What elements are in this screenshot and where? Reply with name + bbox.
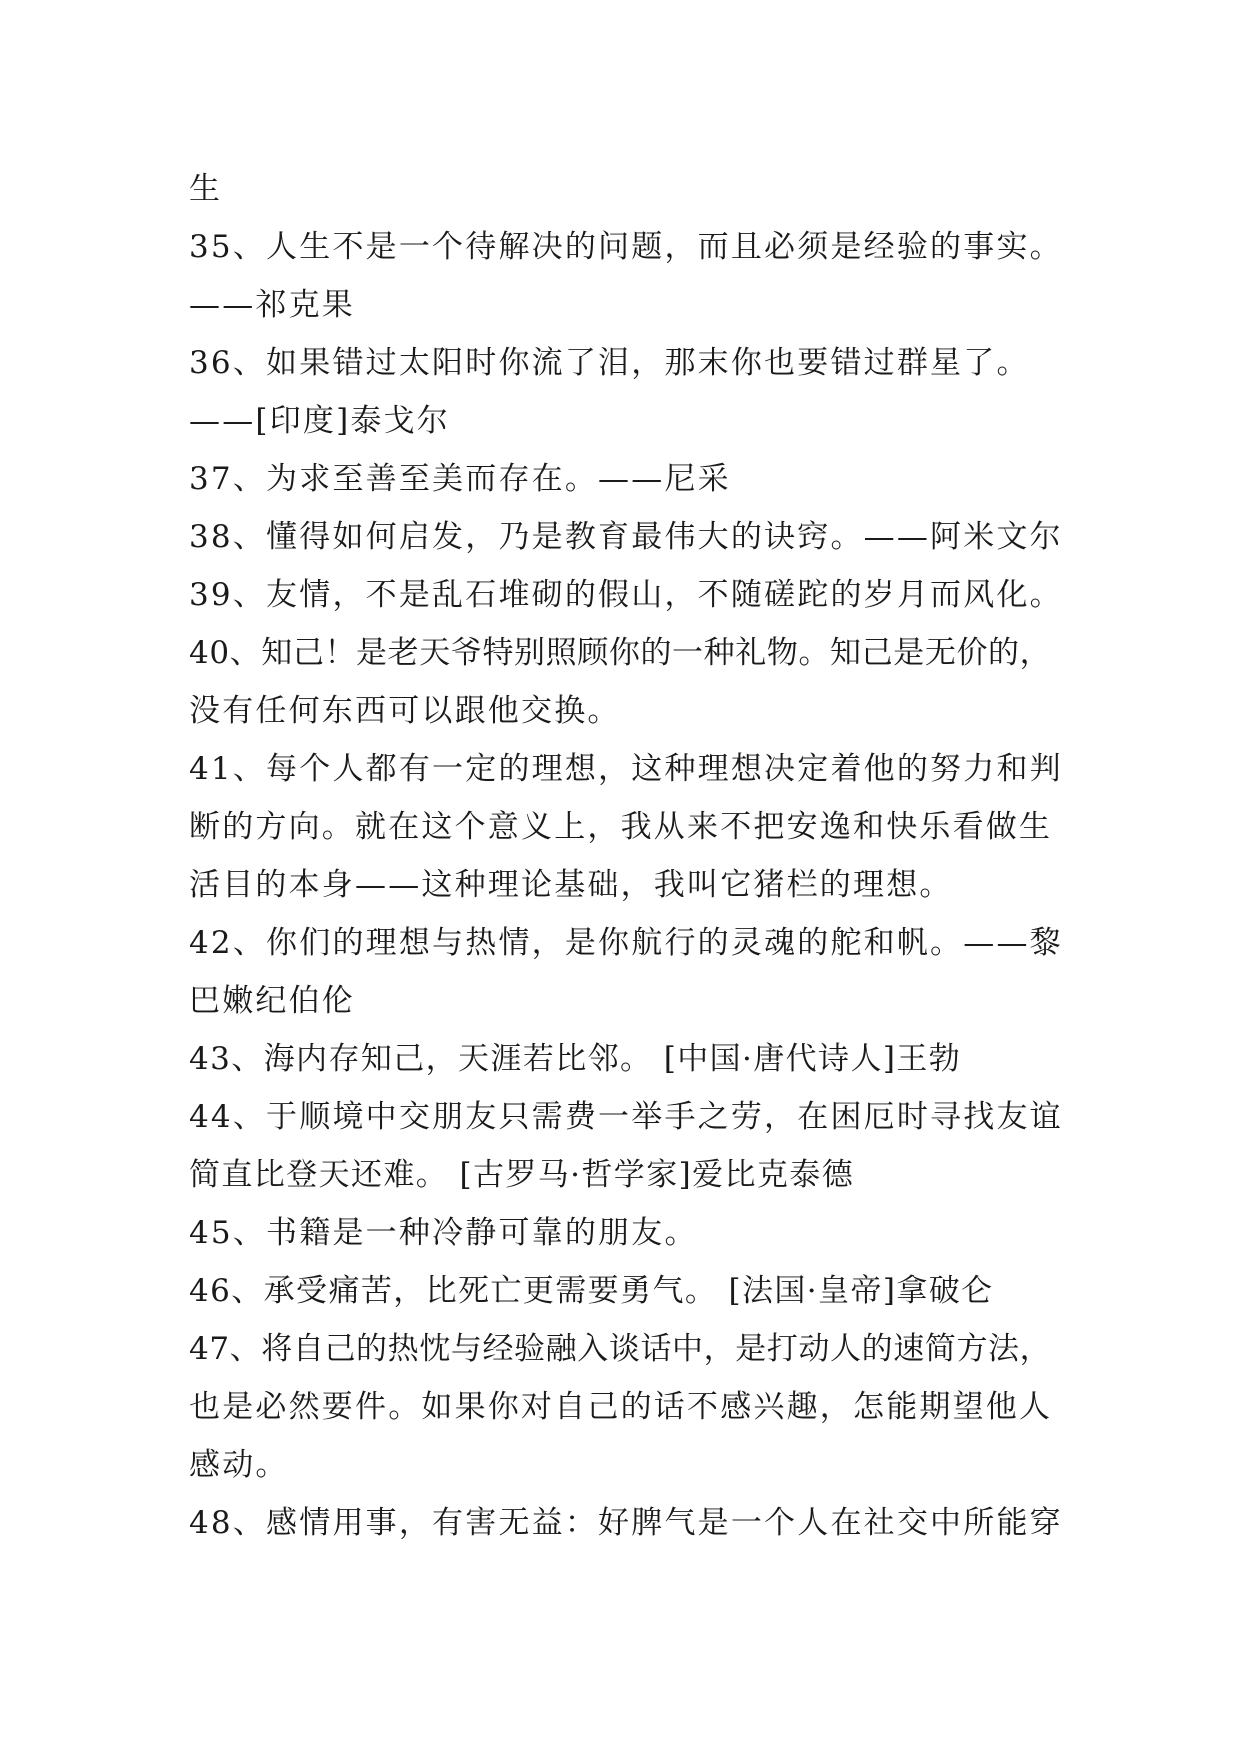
- text-line: 39、友情，不是乱石堆砌的假山，不随磋跎的岁月而风化。: [189, 577, 1063, 613]
- text-line: 巴嫩纪伯伦: [189, 983, 355, 1019]
- text-line: 35、人生不是一个待解决的问题，而且必须是经验的事实。: [189, 229, 1063, 265]
- text-line: 43、海内存知己，天涯若比邻。 [中国·唐代诗人]王勃: [189, 1041, 962, 1077]
- text-line: 生: [189, 171, 223, 207]
- text-line: 45、书籍是一种冷静可靠的朋友。: [189, 1215, 698, 1251]
- text-line: 46、承受痛苦，比死亡更需要勇气。 [法国·皇帝]拿破仑: [189, 1273, 994, 1309]
- text-line: ——祁克果: [189, 287, 355, 323]
- text-line: 38、懂得如何启发，乃是教育最伟大的诀窍。——阿米文尔: [189, 519, 1063, 555]
- text-line: 感动。: [189, 1447, 289, 1483]
- text-line: ——[印度]泰戈尔: [189, 403, 450, 439]
- text-line: 44、于顺境中交朋友只需费一举手之劳，在困厄时寻找友谊: [189, 1099, 1063, 1135]
- quote-text-block: [189, 160, 1089, 1552]
- text-line: 36、如果错过太阳时你流了泪，那末你也要错过群星了。: [189, 345, 1030, 381]
- text-line: 42、你们的理想与热情，是你航行的灵魂的舵和帆。——黎: [189, 925, 1063, 961]
- text-line: 也是必然要件。如果你对自己的话不感兴趣，怎能期望他人: [189, 1389, 1053, 1425]
- text-line: 48、感情用事，有害无益：好脾气是一个人在社交中所能穿: [189, 1505, 1063, 1541]
- text-line: 41、每个人都有一定的理想，这种理想决定着他的努力和判: [189, 751, 1063, 787]
- text-line: 活目的本身——这种理论基础，我叫它猪栏的理想。: [189, 867, 953, 903]
- text-line: 40、知己！是老天爷特别照顾你的一种礼物。知己是无价的，: [189, 635, 1052, 671]
- text-line: 没有任何东西可以跟他交换。: [189, 693, 621, 729]
- text-line: 37、为求至善至美而存在。——尼采: [189, 461, 731, 497]
- text-line: 47、将自己的热忱与经验融入谈话中，是打动人的速简方法，: [189, 1331, 1052, 1367]
- text-line: 简直比登天还难。 [古罗马·哲学家]爱比克泰德: [189, 1157, 855, 1193]
- text-line: 断的方向。就在这个意义上，我从来不把安逸和快乐看做生: [189, 809, 1053, 845]
